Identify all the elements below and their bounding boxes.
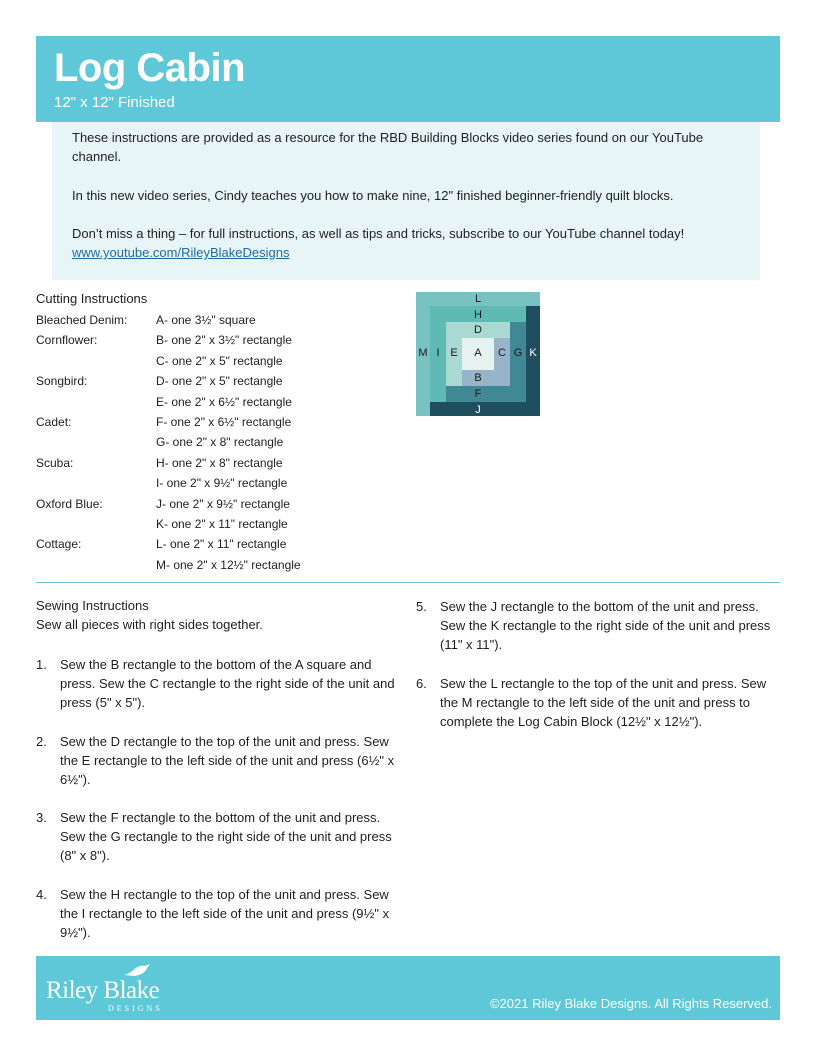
step-text: Sew the J rectangle to the bottom of the unit and press. Sew the K rectangle to the right side of the unit and press (11" x 11").	[440, 599, 771, 652]
step-text: Sew the F rectangle to the bottom of the unit and press. Sew the G rectangle to the right side of the unit and press (8" x 8").	[60, 810, 392, 863]
piece-cut: I- one 2" x 9½" rectangle	[156, 476, 288, 491]
piece-cut: C- one 2" x 5" rectangle	[156, 353, 283, 368]
cutting-title: Cutting Instructions	[36, 291, 148, 306]
step-number: 6.	[416, 676, 427, 691]
fabric-name: Songbird:	[36, 374, 88, 389]
label-j: J	[475, 404, 481, 416]
label-l: L	[474, 293, 482, 305]
piece-cut: J- one 2" x 9½" rectangle	[156, 496, 290, 511]
fabric-name: Scuba:	[36, 455, 74, 470]
label-m: M	[418, 347, 428, 359]
page-subtitle: 12" x 12" Finished	[54, 94, 175, 111]
step-number: 1.	[36, 657, 47, 672]
intro-paragraph-3	[72, 224, 732, 262]
piece-l	[430, 292, 540, 306]
piece-c	[494, 338, 510, 386]
intro-box	[52, 122, 760, 280]
logo-wordmark: Riley Blake	[46, 977, 160, 1004]
sewing-title: Sewing Instructions	[36, 598, 149, 613]
piece-g	[510, 322, 526, 402]
label-h: H	[474, 309, 482, 321]
step-number: 5.	[416, 599, 427, 614]
sewing-intro: Sew all pieces with right sides together.	[36, 617, 263, 632]
label-a: A	[474, 347, 482, 359]
label-g: G	[513, 347, 523, 359]
piece-cut: K- one 2" x 11" rectangle	[156, 517, 288, 531]
label-i: I	[436, 347, 440, 359]
fabric-name: Oxford Blue:	[36, 496, 103, 511]
label-d: D	[474, 324, 482, 336]
step-text: Sew the D rectangle to the top of the unit and press. Sew the E rectangle to the left side of the unit and press (6½" x 6½").	[60, 734, 395, 787]
piece-cut: L- one 2" x 11" rectangle	[156, 537, 287, 552]
fabric-name: Cornflower:	[36, 333, 98, 348]
fabric-name: Cadet:	[36, 415, 72, 429]
piece-cut: M- one 2" x 12½" rectangle	[156, 557, 301, 572]
fabric-name: Cottage:	[36, 537, 82, 552]
piece-cut: H- one 2" x 8" rectangle	[156, 455, 283, 470]
step-text: Sew the B rectangle to the bottom of the A square and press. Sew the C rectangle to the right side of the unit and press (5" x 5").	[60, 657, 395, 710]
bird-logo-icon	[122, 962, 152, 978]
intro-paragraph-2: In this new video series, Cindy teaches you how to make nine, 12" finished beginner-friendly quilt blocks.	[72, 188, 674, 203]
title-banner	[36, 36, 780, 122]
piece-k	[526, 306, 540, 416]
step-number: 2.	[36, 734, 47, 749]
youtube-link[interactable]: www.youtube.com/RileyBlakeDesigns	[72, 245, 290, 260]
logo-subtitle: DESIGNS	[108, 1004, 163, 1013]
label-e: E	[450, 347, 458, 359]
step-number: 3.	[36, 810, 47, 825]
piece-cut: G- one 2" x 8" rectangle	[156, 435, 284, 450]
intro-paragraph-1: These instructions are provided as a resource for the RBD Building Blocks video series found on our YouTube channel.	[72, 130, 704, 164]
piece-d	[462, 322, 510, 338]
step-text: Sew the H rectangle to the top of the unit and press. Sew the I rectangle to the left side of the unit and press (9½" x 9½").	[60, 887, 390, 940]
step-number: 4.	[36, 887, 47, 902]
footer-banner	[36, 956, 780, 1020]
piece-cut: A- one 3½" square	[156, 313, 256, 327]
log-cabin-diagram	[416, 292, 540, 416]
copyright-text: ©2021 Riley Blake Designs. All Rights Reserved.	[490, 996, 772, 1011]
piece-h	[446, 306, 526, 322]
piece-cut: F- one 2" x 6½" rectangle	[156, 415, 292, 429]
label-f: F	[474, 388, 482, 400]
fabric-name: Bleached Denim:	[36, 313, 128, 327]
label-c: C	[498, 347, 506, 359]
section-divider	[36, 582, 780, 583]
piece-cut: E- one 2" x 6½" rectangle	[156, 394, 292, 409]
piece-cut: D- one 2" x 5" rectangle	[156, 374, 283, 389]
label-b: B	[474, 372, 482, 384]
intro-paragraph-3-text: Don’t miss a thing – for full instructions, as well as tips and tricks, subscribe to our YouTube channel today!	[72, 226, 685, 241]
page-title: Log Cabin	[54, 46, 246, 90]
piece-cut: B- one 2" x 3½" rectangle	[156, 333, 292, 348]
label-k: K	[529, 347, 537, 359]
step-text: Sew the L rectangle to the top of the unit and press. Sew the M rectangle to the left side of the unit and press to complete the Log Cabin Block (12½" x 12½").	[440, 676, 767, 729]
